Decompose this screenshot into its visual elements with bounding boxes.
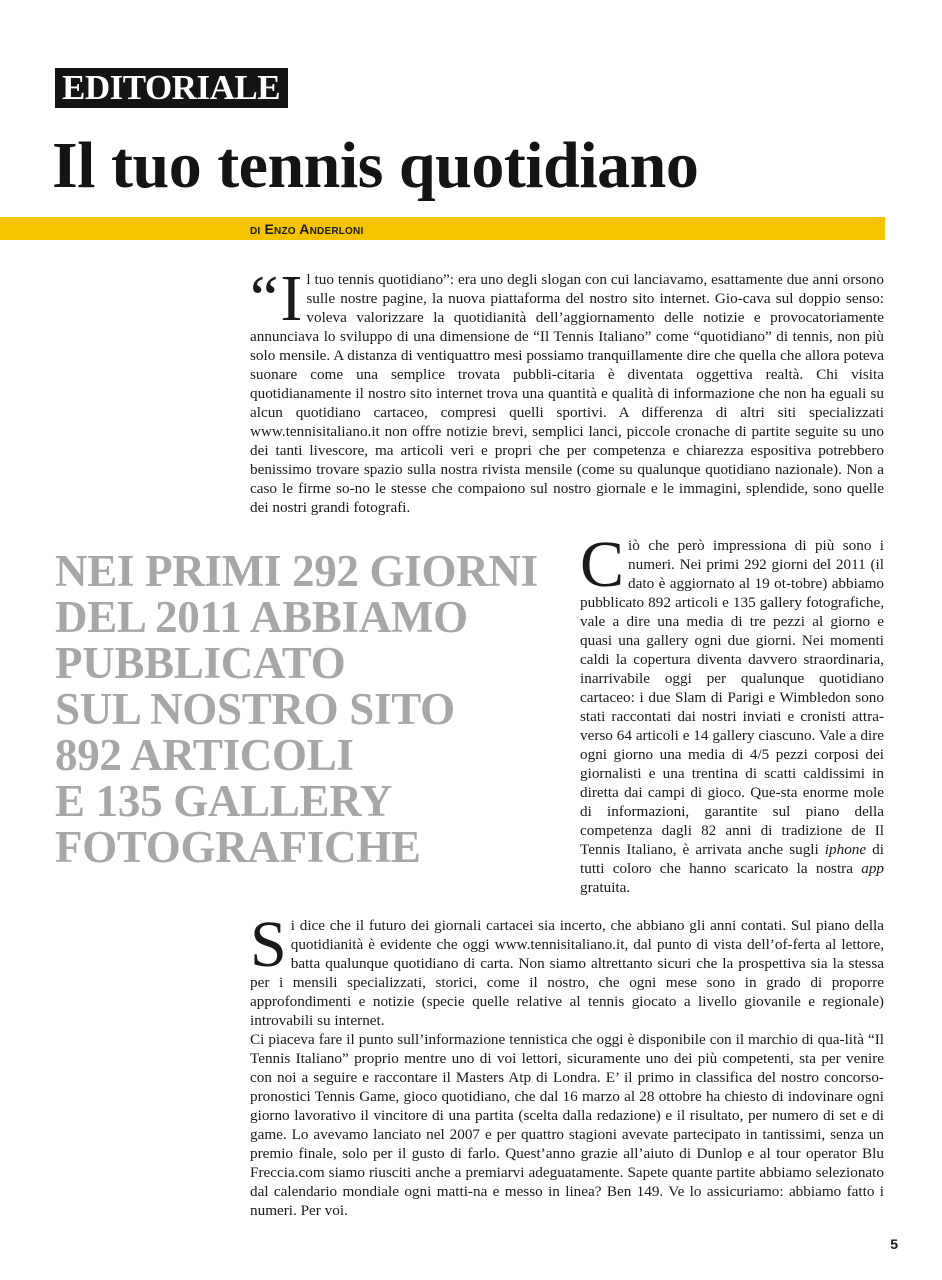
pull-quote-line: DEL 2011 ABBIAMO <box>55 592 468 642</box>
section-label: EDITORIALE <box>55 68 288 108</box>
byline-bar <box>0 217 885 240</box>
emphasis-text: app <box>861 860 884 877</box>
page-number: 5 <box>890 1236 898 1252</box>
pull-quote-line: E 135 GALLERY <box>55 776 393 826</box>
article-paragraph: Ci piaceva fare il punto sull’informazione tennistica che oggi è disponibile con il marchio di qua-lità “Il Tennis Italiano” proprio mentre uno di voi lettori, sicuramente uno dei più competenti, sta per venire con noi a seguire e raccontare il Masters Atp di Londra. E’ il primo in classifica del nostro concorso-pronostici Tennis Game, gioco quotidiano, che dal 16 marzo al 28 ottobre ha chiesto di indovinare ogni giorno lavorativo il vincitore di una partita (scelta dalla redazione) e il risultato, per numero di set e di game. Lo avevamo lanciato nel 2007 e per quattro stagioni avevate partecipato in tantissimi, senza un premio finale, solo per il gusto di farlo. Quest’anno grazie all’aiuto di Dunlop e al tour operator Blu Freccia.com siamo riusciti anche a premiarvi adeguatamente. Sapete quante partite abbiamo selezionato dal calendario mondiale ogni matti-na e messo in linea? Ben 149. Ve lo assicuriamo: abbiamo fatto i numeri. Per voi. <box>250 1031 884 1219</box>
drop-cap: C <box>580 528 625 601</box>
paragraph-text: l tuo tennis quotidiano”: era uno degli slogan con cui lanciavamo, esattamente due anni orsono sulle nostre pagine, la nuova piattaforma del nostro sito internet. Gio-cava sul doppio senso: voleva valorizzare la quotidianità dell’aggiornamento delle notizie e provocatoriamente annunciava lo sviluppo di una dimensione de “Il Tennis Italiano” come “quotidiano” di tennis, non più solo mensile. A distanza di ventiquattro mesi possiamo tranquillamente dire che quella che allora poteva suonare come una semplice trovata pubbli-citaria è diventata oggettiva realtà. Chi visita quotidianamente il nostro sito internet trova una quantità e qualità di informazione che non ha eguali su alcun quotidiano cartaceo, compresi quelli sportivi. A differenza di altri siti specializzati www.tennisitaliano.it non offre notizie brevi, semplici lanci, piccole cronache di partite seguite su uno dei tanti livescore, ma articoli veri e propri che per competenza e chiarezza espositiva potrebbero benissimo trovare spazio sulla nostra rivista mensile (come su qualunque quotidiano nazionale). Non a caso le firme so-no le stesse che compaiono sul nostro giornale e le immagini, splendide, sono quelle dei nostri grandi fotografi. <box>250 271 884 516</box>
pull-quote <box>55 548 575 870</box>
article-column-side <box>580 528 884 897</box>
pull-quote-line: NEI PRIMI 292 GIORNI <box>55 546 538 596</box>
article-paragraph <box>580 528 884 897</box>
article-title: Il tuo tennis quotidiano <box>52 129 699 202</box>
pull-quote-line: FOTOGRAFICHE <box>55 822 421 872</box>
paragraph-text: i dice che il futuro dei giornali cartacei sia incerto, che abbiano gli anni contati. Sul piano della quotidianità è evidente che oggi www.tennisitaliano.it, dal punto di vista dell’of-ferta al lettore, batta qualunque quotidiano di carta. Non siamo altrettanto sicuri che la prospettiva sia la stessa per i mensili specializzati, storici, come il nostro, che ogni mese sono in grado di proporre approfondimenti e notizie (specie quelle relative al tennis giocato a livello giovanile e regionale) introvabili su internet. <box>250 917 884 1029</box>
pull-quote-line: SUL NOSTRO SITO <box>55 684 455 734</box>
author-byline: di Enzo Anderloni <box>250 221 364 237</box>
paragraph-text: iò che però impressiona di più sono i numeri. Nei primi 292 giorni del 2011 (il dato è aggiornato al 19 ot-tobre) abbiamo pubblicato 892 articoli e 135 gallery fotografiche, vale a dire una media di tre pezzi al giorno e quasi una gallery ogni due giorni. Nei momenti caldi la copertura diventa davvero straordinaria, inarrivabile oggi per qualunque quotidiano cartaceo: i due Slam di Parigi e Wimbledon sono stati raccontati dai nostri inviati e cronisti attra-verso 64 articoli e 14 gallery ciascuno. Vale a dire ogni giorno una media di 4/5 pezzi corposi dei giornalisti e una trentina di scatti caldissimi in diretta dai campi di gioco. Que-sta enorme mole di informazioni, garantite sul piano della competenza dagli 82 anni di tradizione de Il Tennis Italiano, è arrivata anche sugli <box>580 537 884 858</box>
drop-cap: S <box>250 908 287 981</box>
pull-quote-line: 892 ARTICOLI <box>55 730 354 780</box>
emphasis-text: iphone <box>824 841 867 858</box>
opening-quote-mark: “ <box>250 262 277 333</box>
pull-quote-line: PUBBLICATO <box>55 638 346 688</box>
article-paragraph <box>250 908 884 1030</box>
paragraph-text: gratuita. <box>580 879 631 896</box>
article-paragraph <box>250 262 884 517</box>
article-column-intro <box>250 262 884 517</box>
article-column-closing <box>250 908 884 1220</box>
paragraph-text: di tutti coloro che hanno scaricato la nostra <box>580 841 884 877</box>
drop-cap: I <box>280 262 303 335</box>
